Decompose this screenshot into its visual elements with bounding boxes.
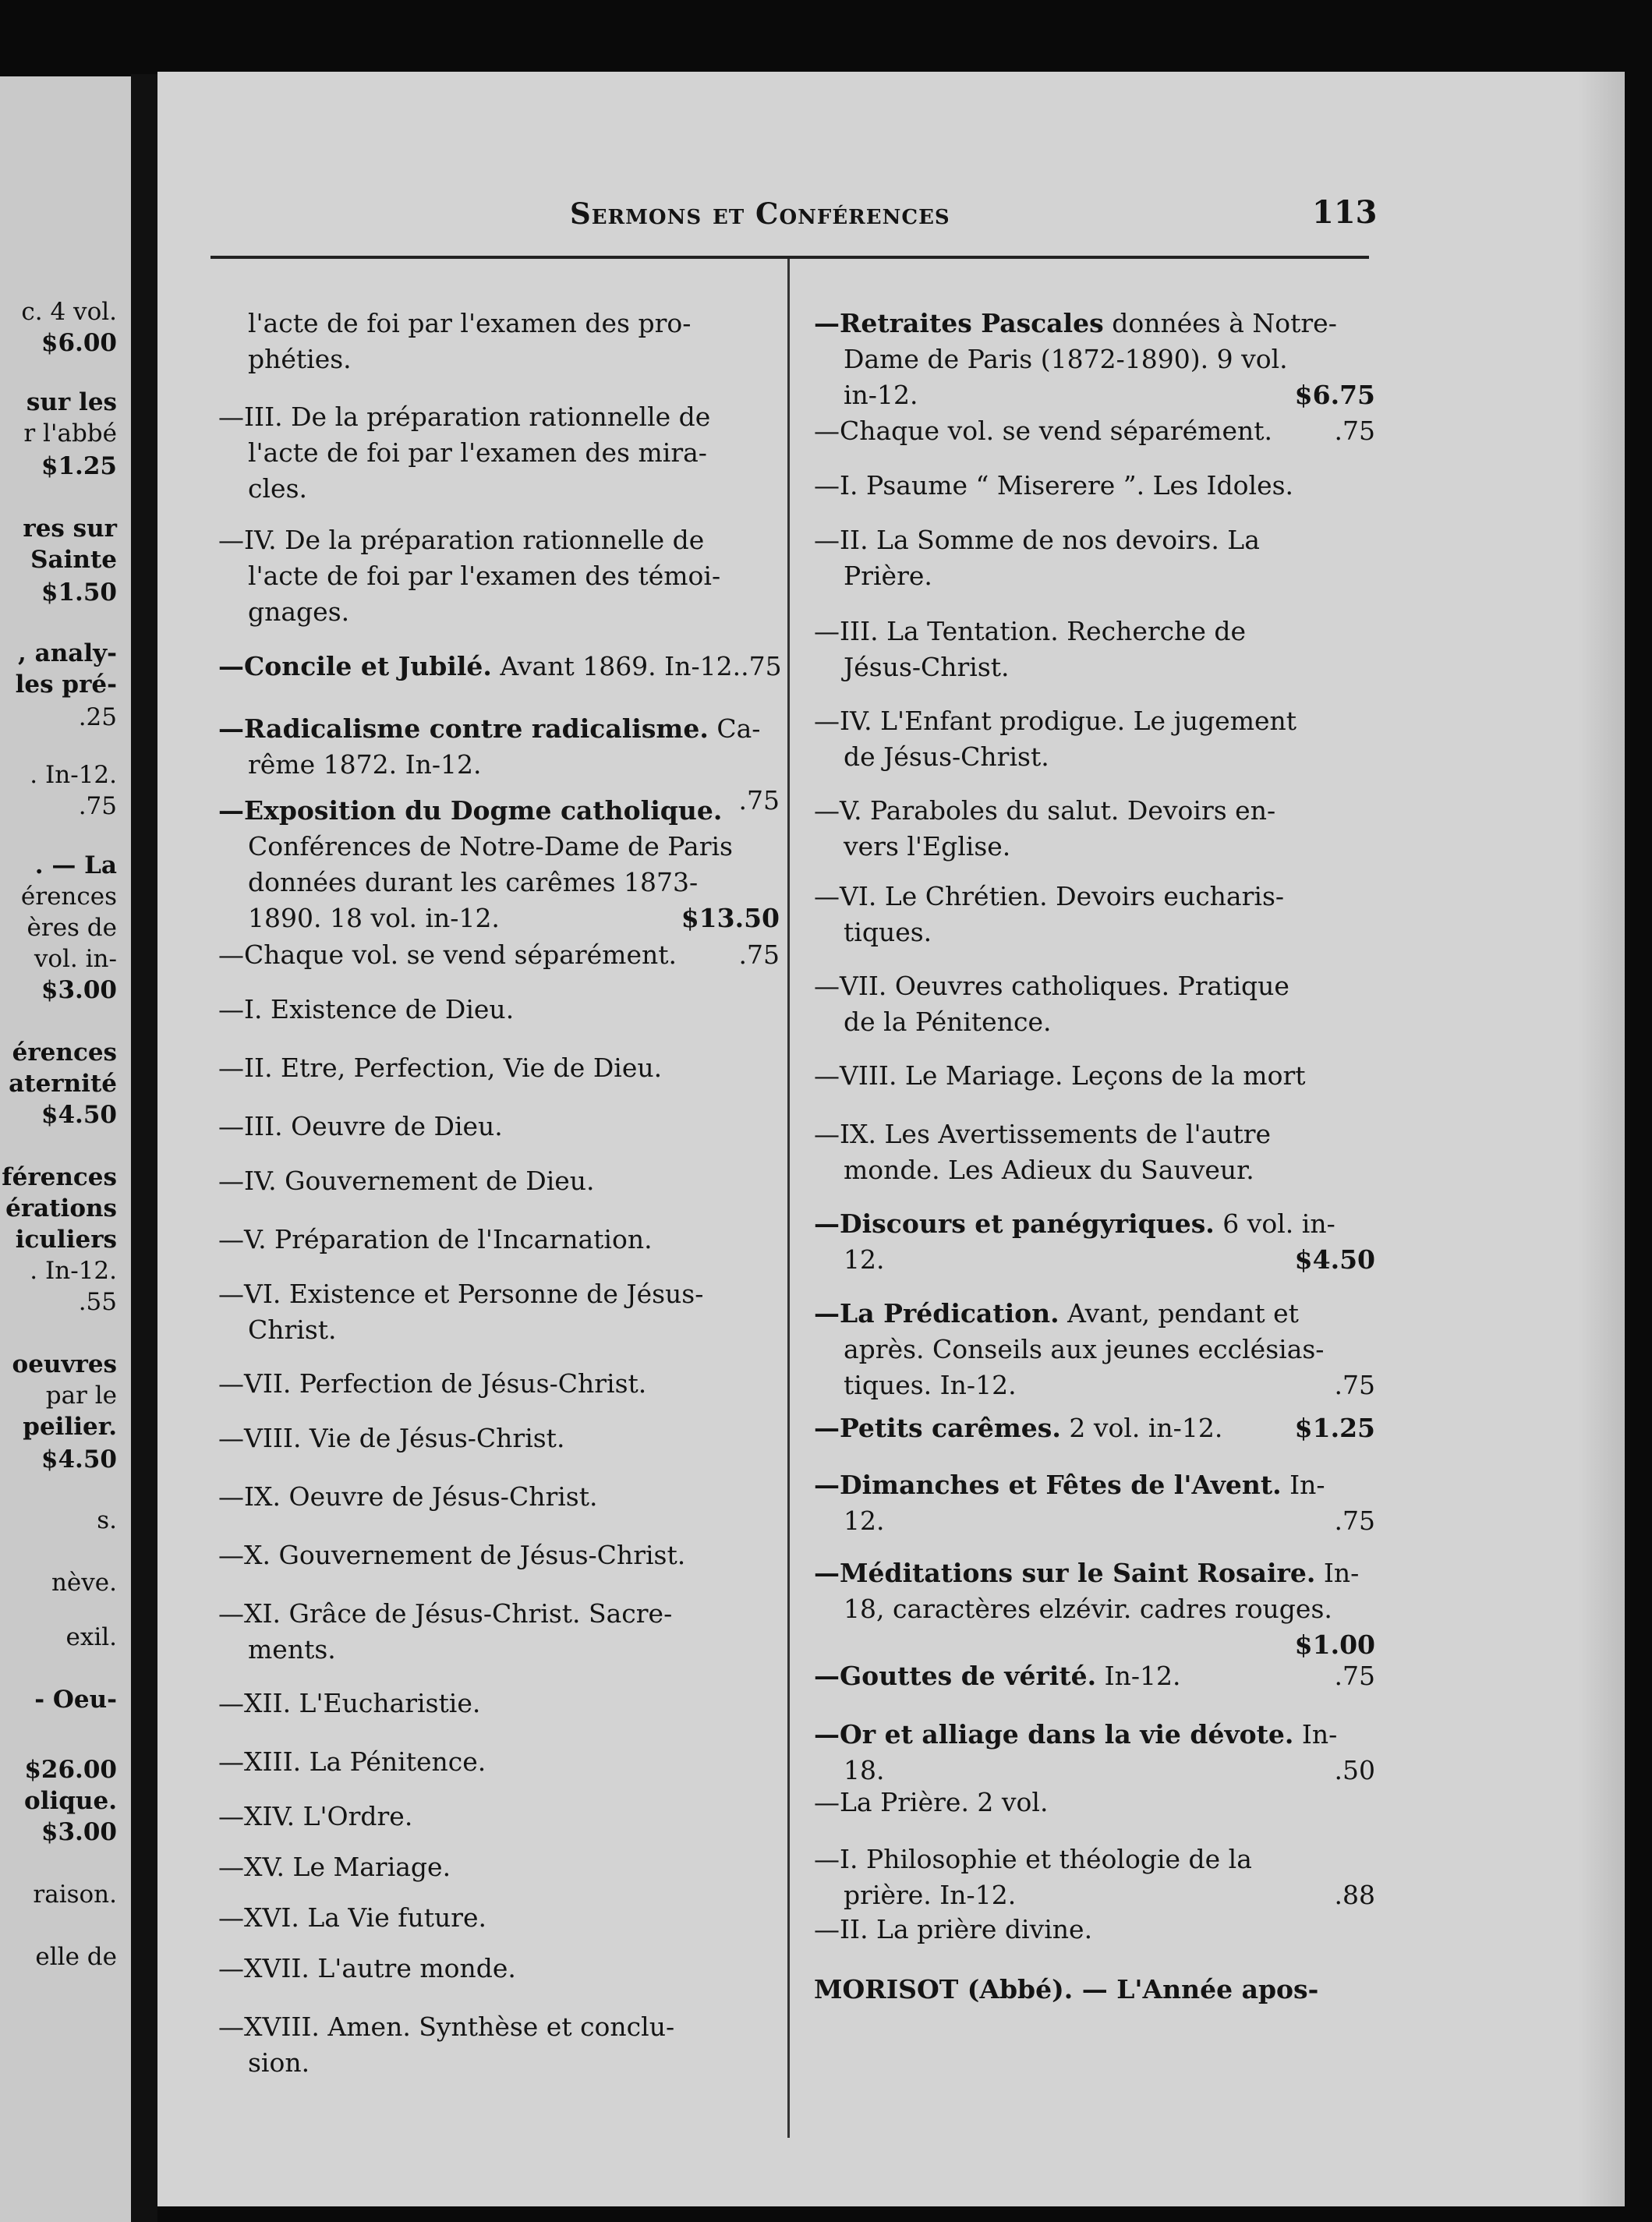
entry-title-wrap: [814, 1470, 1325, 1500]
entry-title-wrap: [218, 795, 722, 826]
entry-title: —Retraites Pascales: [814, 308, 1104, 338]
entry-line-text: —La Prière. 2 vol.: [814, 1787, 1049, 1817]
facing-page-line: exil.: [65, 1623, 117, 1651]
entry-line-text: —I. Psaume “ Miserere ”. Les Idoles.: [814, 470, 1294, 501]
entry-line-text: —V. Préparation de l'Incarnation.: [218, 1224, 653, 1254]
entry-line: —XVIII. Amen. Synthèse et conclu-: [218, 2011, 675, 2042]
catalog-entry: [218, 1900, 780, 1936]
catalog-entry: [218, 1163, 780, 1199]
entry-price: .75: [1334, 1661, 1375, 1691]
entry-title: —Discours et panégyriques.: [814, 1208, 1215, 1239]
catalog-entry: [218, 1479, 780, 1515]
entry-line: [814, 1503, 1375, 1539]
entry-price: $4.50: [1294, 1244, 1375, 1275]
entry-first-line: [814, 1658, 1375, 1694]
entry-price: .75: [1334, 1506, 1375, 1536]
entry-line: [218, 1537, 780, 1573]
entry-line: ments.: [248, 1634, 336, 1665]
facing-page-line: $3.00: [41, 976, 117, 1004]
entry-title-wrap: [814, 1719, 1337, 1750]
entry-line: Conférences de Notre-Dame de Paris: [248, 831, 733, 862]
catalog-entry: [218, 399, 780, 507]
entry-detail: Avant 1869. In-12.: [491, 651, 741, 681]
page-number: 113: [1312, 194, 1378, 231]
entry-price: $1.25: [1294, 1413, 1375, 1443]
entry-line: [814, 1058, 1375, 1094]
facing-page-line: . In-12.: [30, 761, 117, 789]
catalog-entry: [814, 1658, 1375, 1694]
entry-line: [218, 1900, 780, 1936]
entry-price: .75: [738, 785, 780, 816]
entry-line: [218, 1163, 780, 1199]
catalog-entry: [814, 1410, 1375, 1446]
entry-line-text: —VII. Perfection de Jésus-Christ.: [218, 1368, 647, 1399]
catalog-entry: [218, 1109, 780, 1145]
entry-line: tiques.: [844, 917, 932, 947]
entry-price: .75: [741, 651, 782, 681]
catalog-entry: [814, 522, 1375, 594]
catalog-entry: [218, 1744, 780, 1780]
entry-line: [814, 468, 1375, 504]
catalog-entry: [814, 703, 1375, 775]
entry-detail: In-12.: [1096, 1661, 1181, 1691]
entry-first-line: [814, 1467, 1375, 1503]
entry-line-text: 12.: [844, 1244, 885, 1275]
entry-title-wrap: [218, 649, 741, 685]
entry-line: [218, 1799, 780, 1835]
facing-page-line: Sainte: [30, 546, 117, 574]
facing-page-line: elle de: [35, 1943, 117, 1971]
header-rule: [210, 256, 1369, 259]
facing-page-line: $4.50: [41, 1101, 117, 1129]
catalog-entry: [814, 879, 1375, 950]
entry-line-text: —III. Oeuvre de Dieu.: [218, 1111, 503, 1141]
entry-line-text: prière. In-12.: [844, 1880, 1017, 1910]
entry-title-wrap: [814, 1298, 1299, 1329]
facing-page-line: $26.00: [24, 1756, 117, 1784]
entry-price: $13.50: [681, 903, 780, 933]
entry-line: Jésus-Christ.: [844, 652, 1010, 682]
catalog-entry: [218, 1421, 780, 1456]
facing-page-line: , analy-: [18, 639, 117, 667]
entry-price: .75: [1334, 416, 1375, 446]
facing-page-line: $1.25: [41, 452, 117, 480]
entry-line: [218, 1366, 780, 1402]
facing-page-line: . — La: [34, 851, 117, 879]
entry-title: —Gouttes de vérité.: [814, 1661, 1097, 1691]
catalog-entry: [218, 306, 780, 377]
catalog-entry: [814, 1555, 1375, 1663]
entry-line: —IV. De la préparation rationnelle de: [218, 525, 705, 555]
entry-title: —Concile et Jubilé.: [218, 651, 492, 681]
entry-line-text: —XII. L'Eucharistie.: [218, 1688, 481, 1718]
entry-first-line: [814, 1206, 1375, 1242]
entry-line: —III. La Tentation. Recherche de: [814, 616, 1247, 646]
catalog-entry: [218, 1537, 780, 1573]
entry-line: phéties.: [248, 344, 352, 374]
catalog-entry: [218, 937, 780, 973]
entry-title-wrap: [814, 1558, 1359, 1588]
facing-page-line: $1.50: [41, 578, 117, 607]
entry-line: [814, 1912, 1375, 1948]
catalog-entry: [814, 1785, 1375, 1820]
facing-page-line: olique.: [24, 1787, 117, 1815]
facing-page-line: par le: [45, 1382, 117, 1410]
entry-line: [814, 1785, 1375, 1820]
entry-price: .75: [1334, 1370, 1375, 1400]
entry-line-text: tiques. In-12.: [844, 1370, 1017, 1400]
entry-line-text: —XVII. L'autre monde.: [218, 1953, 516, 1983]
catalog-entry: [218, 522, 780, 630]
catalog-entry: [814, 413, 1375, 449]
facing-page-line: érences: [20, 883, 117, 911]
entry-line-text: —XIV. L'Ordre.: [218, 1801, 413, 1831]
catalog-entry: [218, 1050, 780, 1086]
facing-page-line: vol. in-: [34, 945, 117, 973]
entry-line: rême 1872. In-12.: [248, 749, 482, 780]
entry-line: —VII. Oeuvres catholiques. Pratique: [814, 971, 1289, 1001]
entry-price: .75: [738, 939, 780, 970]
facing-page-line: res sur: [23, 515, 117, 543]
entry-first-line: [814, 1410, 1375, 1446]
entry-detail: In-: [1281, 1470, 1325, 1500]
facing-page-line: peilier.: [23, 1413, 117, 1441]
catalog-entry: [218, 1951, 780, 1987]
book-gutter: [131, 74, 157, 2222]
entry-price: $1.00: [1294, 1629, 1375, 1660]
entry-title: —Or et alliage dans la vie dévote.: [814, 1719, 1294, 1750]
entry-line: [218, 937, 780, 973]
entry-line-text: 12.: [844, 1506, 885, 1536]
entry-price: $6.75: [1294, 380, 1375, 410]
catalog-entry: [218, 1686, 780, 1721]
entry-line: [814, 1877, 1375, 1913]
facing-page-line: iculiers: [15, 1226, 117, 1254]
entry-title: —La Prédication.: [814, 1298, 1059, 1329]
running-head: Sermons et Conférences: [570, 196, 950, 231]
facing-page-line: férences: [2, 1163, 117, 1191]
entry-title: —Dimanches et Fêtes de l'Avent.: [814, 1470, 1282, 1500]
entry-line: —XI. Grâce de Jésus-Christ. Sacre-: [218, 1598, 673, 1629]
facing-page-line: $4.50: [41, 1445, 117, 1474]
entry-line: —V. Paraboles du salut. Devoirs en-: [814, 795, 1276, 826]
entry-line: l'acte de foi par l'examen des mira-: [248, 437, 707, 468]
catalog-entry: [218, 992, 780, 1028]
column-divider: [787, 259, 790, 2138]
entry-line-text: —IX. Oeuvre de Jésus-Christ.: [218, 1481, 598, 1512]
facing-page-line: $6.00: [41, 329, 117, 357]
entry-line: de Jésus-Christ.: [844, 741, 1049, 772]
entry-title-wrap: [814, 1658, 1181, 1694]
entry-line-text: —Chaque vol. se vend séparément.: [814, 416, 1273, 446]
entry-line-text: in-12.: [844, 380, 918, 410]
entry-line: [814, 1753, 1375, 1789]
entry-line: [218, 900, 780, 936]
entry-title: —Petits carêmes.: [814, 1413, 1061, 1443]
entry-line-text: —VIII. Vie de Jésus-Christ.: [218, 1423, 565, 1453]
catalog-entry: [814, 793, 1375, 865]
entry-line: Dame de Paris (1872-1890). 9 vol.: [844, 344, 1288, 374]
entry-line: [218, 1421, 780, 1456]
entry-line: —IX. Les Avertissements de l'autre: [814, 1119, 1272, 1149]
entry-line-text: —VIII. Le Mariage. Leçons de la mort: [814, 1060, 1306, 1091]
entry-line: [814, 413, 1375, 449]
entry-title-wrap: [218, 713, 760, 744]
entry-line: [218, 1479, 780, 1515]
facing-page-line: s.: [97, 1506, 117, 1534]
entry-line: cles.: [248, 473, 307, 504]
entry-price: .50: [1334, 1755, 1375, 1785]
entry-line-text: —II. Etre, Perfection, Vie de Dieu.: [218, 1053, 663, 1083]
facing-page-line: nève.: [51, 1569, 117, 1597]
page-edge-shadow: [1578, 72, 1625, 2206]
catalog-entry: [218, 793, 780, 936]
facing-page-line: .55: [78, 1288, 117, 1316]
facing-page-line: .75: [78, 792, 117, 820]
facing-page-line: érations: [5, 1194, 117, 1222]
entry-line-text: —IV. Gouvernement de Dieu.: [218, 1166, 595, 1196]
entry-line: vers l'Eglise.: [844, 831, 1011, 862]
entry-line: [218, 1849, 780, 1885]
catalog-entry: [814, 614, 1375, 685]
entry-line-text: —X. Gouvernement de Jésus-Christ.: [218, 1540, 686, 1570]
catalog-entry: [814, 1842, 1375, 1913]
entry-first-line: [814, 1717, 1375, 1753]
entry-line: [814, 1242, 1375, 1278]
entry-line: gnages.: [248, 596, 350, 627]
catalog-entry: [218, 1276, 780, 1348]
catalog-entry: [814, 468, 1375, 504]
entry-line: 18, caractères elzévir. cadres rouges.: [844, 1594, 1332, 1624]
catalog-entry: [218, 1799, 780, 1835]
entry-first-line: [814, 1555, 1375, 1591]
entry-line: [218, 992, 780, 1028]
catalog-entry: [814, 1912, 1375, 1948]
facing-page-line: les pré-: [15, 670, 117, 699]
facing-page-line: sur les: [26, 388, 117, 416]
catalog-entry: [814, 1116, 1375, 1188]
entry-line: l'acte de foi par l'examen des témoi-: [248, 561, 721, 591]
entry-line: sion.: [248, 2047, 310, 2078]
entry-line-text: —I. Existence de Dieu.: [218, 994, 515, 1024]
facing-page-line: oeuvres: [12, 1350, 117, 1378]
catalog-entry: [814, 1467, 1375, 1539]
entry-first-line: [814, 306, 1375, 341]
entry-line: [218, 1050, 780, 1086]
facing-page-line: .25: [78, 703, 117, 731]
entry-line-text: —XV. Le Mariage.: [218, 1852, 451, 1882]
entry-line: —II. La Somme de nos devoirs. La: [814, 525, 1260, 555]
entry-first-line: [814, 1296, 1375, 1332]
catalog-entry: [218, 1366, 780, 1402]
facing-page-line: r l'abbé: [23, 419, 117, 448]
entry-line: [218, 1109, 780, 1145]
entry-line: —III. De la préparation rationnelle de: [218, 402, 711, 432]
facing-page-fragment: [0, 76, 131, 2222]
catalog-entry: [814, 1206, 1375, 1278]
entry-detail: In-: [1315, 1558, 1360, 1588]
entry-detail: données à Notre-: [1103, 308, 1337, 338]
entry-detail: 6 vol. in-: [1214, 1208, 1335, 1239]
entry-line: [814, 1368, 1375, 1403]
catalog-entry: [814, 306, 1375, 413]
entry-line: Christ.: [248, 1314, 337, 1345]
catalog-page: [157, 72, 1625, 2206]
entry-line: [218, 1744, 780, 1780]
entry-detail: Ca-: [708, 713, 761, 744]
entry-line-text: 18.: [844, 1755, 885, 1785]
catalog-entry: [218, 2009, 780, 2081]
entry-line-text: —XVI. La Vie future.: [218, 1902, 487, 1933]
entry-first-line: [218, 649, 780, 685]
entry-line: [218, 1951, 780, 1987]
entry-title-wrap: [814, 1410, 1222, 1446]
entry-detail: 2 vol. in-12.: [1060, 1413, 1223, 1443]
entry-title: —Méditations sur le Saint Rosaire.: [814, 1558, 1316, 1588]
entry-line: monde. Les Adieux du Sauveur.: [844, 1155, 1254, 1185]
entry-line-text: —II. La prière divine.: [814, 1914, 1093, 1944]
catalog-entry: [218, 1849, 780, 1885]
facing-page-line: raison.: [33, 1881, 117, 1909]
entry-detail: Avant, pendant et: [1059, 1298, 1299, 1329]
catalog-entry: [218, 1596, 780, 1668]
entry-first-line: [218, 793, 780, 829]
facing-page-line: c. 4 vol.: [21, 298, 117, 326]
entry-line: —VI. Le Chrétien. Devoirs eucharis-: [814, 881, 1285, 911]
facing-page-line: aternité: [9, 1070, 117, 1098]
catalog-entry: [218, 649, 780, 685]
entry-line: —VI. Existence et Personne de Jésus-: [218, 1279, 704, 1309]
catalog-entry: [814, 1717, 1375, 1789]
entry-line: après. Conseils aux jeunes ecclésias-: [844, 1334, 1325, 1364]
entry-line: de la Pénitence.: [844, 1007, 1052, 1037]
catalog-entry: [814, 1296, 1375, 1403]
entry-line: [814, 377, 1375, 413]
entry-line-text: —Chaque vol. se vend séparément.: [218, 939, 677, 970]
entry-title-wrap: [814, 1208, 1335, 1239]
facing-page-line: . In-12.: [30, 1257, 117, 1285]
entry-line: Prière.: [844, 561, 932, 591]
entry-line: [218, 1686, 780, 1721]
entry-title: —Exposition du Dogme catholique.: [218, 795, 723, 826]
entry-first-line: [218, 711, 780, 747]
catalog-entry: [814, 968, 1375, 1040]
entry-title: —Radicalisme contre radicalisme.: [218, 713, 709, 744]
entry-title-wrap: [814, 308, 1337, 338]
facing-page-line: ères de: [27, 914, 117, 942]
entry-line: —I. Philosophie et théologie de la: [814, 1844, 1252, 1874]
author-heading: MORISOT (Abbé). — L'Année apos-: [814, 1974, 1319, 2004]
catalog-entry: [814, 1058, 1375, 1094]
entry-line: données durant les carêmes 1873-: [248, 867, 699, 897]
entry-line: —IV. L'Enfant prodigue. Le jugement: [814, 706, 1297, 736]
entry-line: [218, 1222, 780, 1258]
facing-page-line: $3.00: [41, 1818, 117, 1846]
entry-line-text: 1890. 18 vol. in-12.: [248, 903, 500, 933]
entry-price: .88: [1334, 1880, 1375, 1910]
catalog-entry: [814, 1972, 1375, 2008]
facing-page-line: - Oeu-: [34, 1686, 117, 1714]
entry-detail: In-: [1293, 1719, 1338, 1750]
entry-line: l'acte de foi par l'examen des pro-: [248, 308, 692, 338]
entry-line-text: —XIII. La Pénitence.: [218, 1746, 486, 1777]
facing-page-line: érences: [12, 1038, 117, 1067]
catalog-entry: [218, 1222, 780, 1258]
